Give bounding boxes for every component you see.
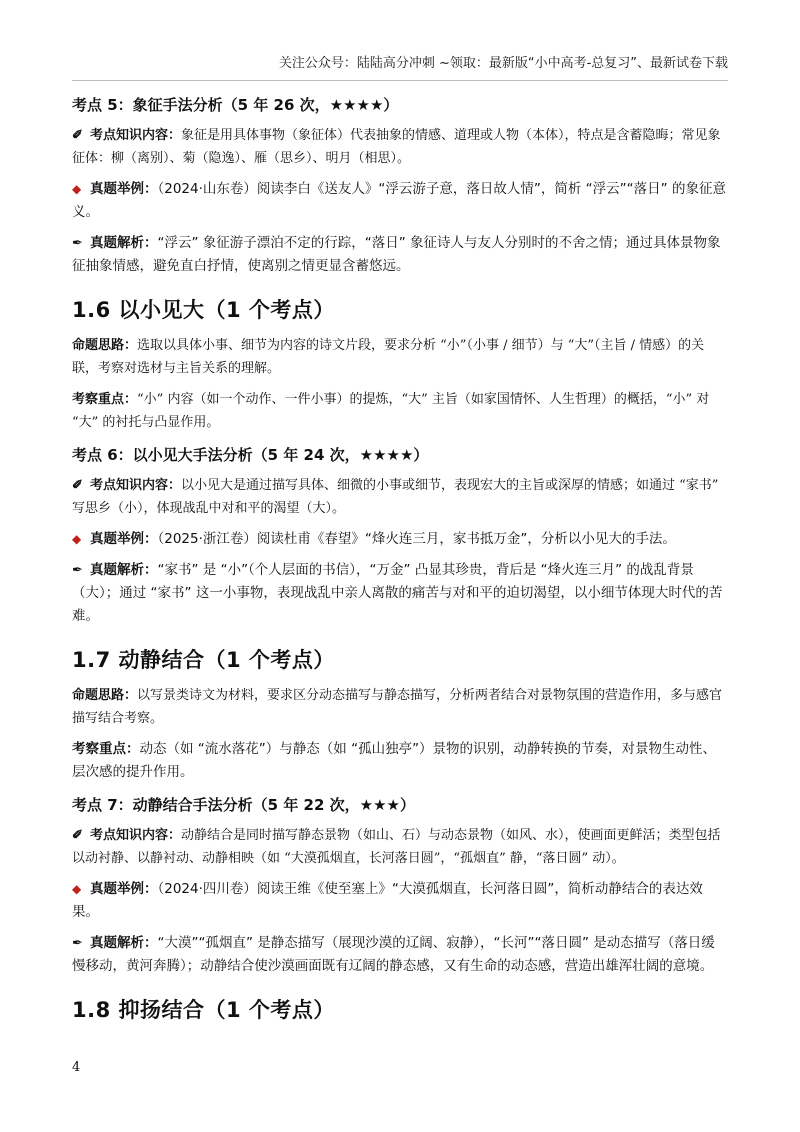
pencil-icon: ✐: [72, 478, 83, 493]
example-label: 真题举例：: [90, 181, 158, 197]
pen-icon: ✒: [72, 563, 83, 578]
thought-text: 选取以具体小事、细节为内容的诗文片段，要求分析 “小”（小事 / 细节）与 “大”（主旨 / 情感）的关联，考察对选材与主旨关系的理解。: [72, 338, 705, 376]
section-heading: 1.8 抑扬结合（1 个考点）: [72, 998, 335, 1022]
analysis-label: 真题解析：: [90, 562, 158, 578]
page-header: 关注公众号：陆陆高分冲刺 ~领取：最新版“小中高考-总复习”、最新试卷下载: [278, 56, 728, 71]
kp-title: 考点 5：象征手法分析（5 年 26 次，★★★★）: [72, 96, 399, 114]
kp-title: 考点 7：动静结合手法分析（5 年 22 次，★★★）: [72, 796, 415, 814]
analysis-label: 真题解析：: [90, 235, 158, 251]
knowledge-label: 考点知识内容：: [90, 128, 182, 143]
section-1-7: [72, 644, 728, 978]
page-number: 4: [72, 1060, 81, 1075]
example-paragraph: [72, 178, 728, 224]
kp5-block: [72, 92, 728, 278]
pen-icon: ✒: [72, 236, 83, 251]
analysis-label: 真题解析：: [90, 935, 158, 951]
section-heading: 1.6 以小见大（1 个考点）: [72, 298, 335, 322]
page-content: [72, 92, 728, 1034]
example-text: （2024·山东卷）阅读李白《送友人》“浮云游子意，落日故人情”，简析 “浮云”“落日” 的象征意义。: [72, 181, 726, 220]
header-divider: [72, 80, 728, 81]
example-label: 真题举例：: [90, 531, 158, 547]
pencil-icon: ✐: [72, 128, 83, 143]
section-1-8: [72, 994, 728, 1026]
thought-label: 命题思路：: [72, 688, 138, 703]
focus-label: 考察重点：: [72, 392, 138, 407]
diamond-icon: ◆: [72, 882, 82, 896]
knowledge-label: 考点知识内容：: [90, 478, 182, 493]
example-paragraph: [72, 878, 728, 924]
focus-paragraph: [72, 738, 728, 784]
analysis-paragraph: [72, 559, 728, 628]
focus-label: 考察重点：: [72, 741, 140, 757]
analysis-text: “浮云” 象征游子漂泊不定的行踪，“落日” 象征诗人与友人分别时的不舍之情；通过具体景物象征抽象情感，避免直白抒情，使离别之情更显含蓄悠远。: [72, 235, 721, 274]
analysis-text: “家书” 是 “小”（个人层面的书信），“万金” 凸显其珍贵，背后是 “烽火连三月” 的战乱背景（大）；通过 “家书” 这一小事物，表现战乱中亲人离散的痛苦与对和平的迫切渴望，以小细节体现大时代的苦难。: [72, 562, 723, 624]
focus-text: “小” 内容（如一个动作、一件小事）的提炼，“大” 主旨（如家国情怀、人生哲理）的概括，“小” 对 “大” 的衬托与凸显作用。: [72, 392, 710, 430]
example-text: （2025·浙江卷）阅读杜甫《春望》“烽火连三月，家书抵万金”，分析以小见大的手法。: [157, 531, 676, 547]
knowledge-paragraph: [72, 824, 728, 870]
thought-label: 命题思路：: [72, 338, 138, 353]
section-heading: 1.7 动静结合（1 个考点）: [72, 648, 335, 672]
knowledge-text: 以小见大是通过描写具体、细微的小事或细节，表现宏大的主旨或深厚的情感；如通过 “家书” 写思乡（小），体现战乱中对和平的渴望（大）。: [72, 478, 719, 516]
knowledge-text: 动静结合是同时描写静态景物（如山、石）与动态景物（如风、水），使画面更鲜活；类型包括以动衬静、以静衬动、动静相映（如 “大漠孤烟直，长河落日圆”，“孤烟直” 静，“落日圆” 动）。: [72, 828, 721, 866]
thought-text: 以写景类诗文为材料，要求区分动态描写与静态描写，分析两者结合对景物氛围的营造作用，多与感官描写结合考察。: [72, 688, 723, 726]
analysis-paragraph: [72, 232, 728, 278]
example-text: （2024·四川卷）阅读王维《使至塞上》“大漠孤烟直，长河落日圆”，简析动静结合的表达效果。: [72, 881, 703, 920]
thought-paragraph: [72, 334, 728, 380]
focus-paragraph: [72, 388, 728, 434]
pencil-icon: ✐: [72, 828, 83, 843]
thought-paragraph: [72, 684, 728, 730]
focus-text: 动态（如 “流水落花”）与静态（如 “孤山独亭”）景物的识别，动静转换的节奏，对景物生动性、层次感的提升作用。: [72, 741, 717, 780]
example-paragraph: [72, 528, 728, 551]
analysis-text: “大漠”“孤烟直” 是静态描写（展现沙漠的辽阔、寂静），“长河”“落日圆” 是动态描写（落日缓慢移动，黄河奔腾）；动静结合使沙漠画面既有辽阔的静态感，又有生命的动态感，营造出雄浑壮阔的意境。: [72, 935, 715, 974]
knowledge-label: 考点知识内容：: [90, 828, 182, 843]
section-1-6: [72, 294, 728, 628]
knowledge-text: 象征是用具体事物（象征体）代表抽象的情感、道理或人物（本体），特点是含蓄隐晦；常见象征体：柳（离别）、菊（隐逸）、雁（思乡）、明月（相思）。: [72, 128, 721, 166]
pen-icon: ✒: [72, 936, 83, 951]
diamond-icon: ◆: [72, 532, 82, 546]
diamond-icon: ◆: [72, 182, 82, 196]
example-label: 真题举例：: [90, 881, 158, 897]
knowledge-paragraph: [72, 474, 728, 520]
kp-title: 考点 6：以小见大手法分析（5 年 24 次，★★★★）: [72, 446, 429, 464]
knowledge-paragraph: [72, 124, 728, 170]
analysis-paragraph: [72, 932, 728, 978]
